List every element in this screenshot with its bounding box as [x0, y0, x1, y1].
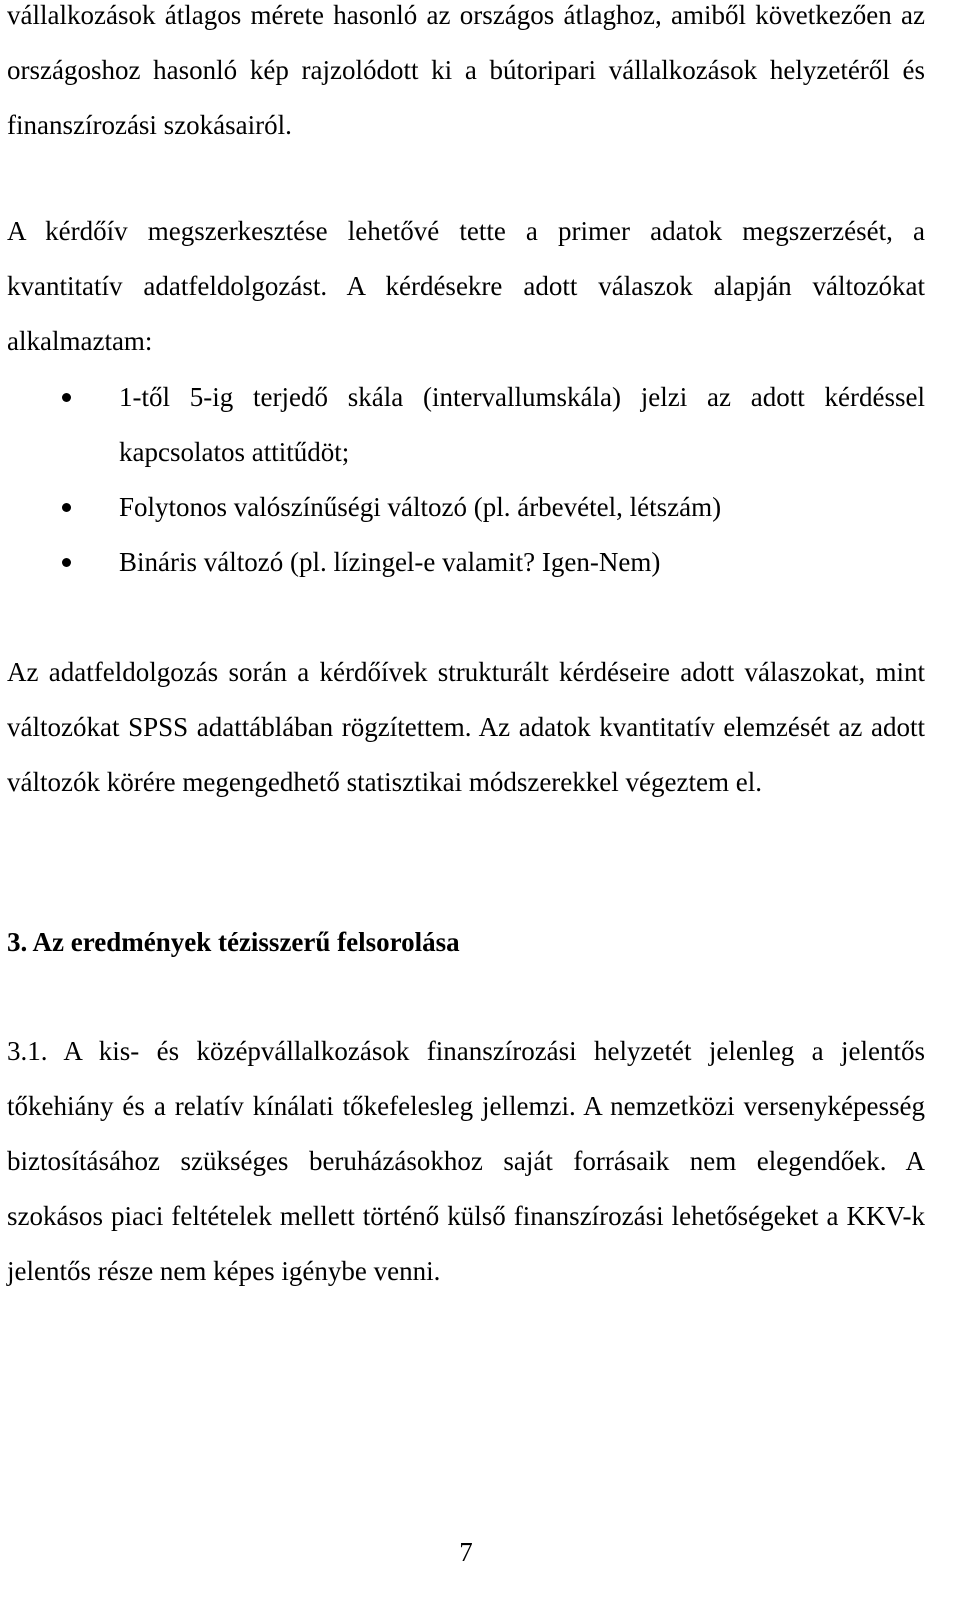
list-item [7, 480, 925, 535]
page-number: 7 [459, 1537, 473, 1567]
section-heading: 3. Az eredmények tézisszerű felsorolása [7, 927, 460, 957]
paragraph-intro: vállalkozások átlagos mérete hasonló az országos átlaghoz, amiből következően az országoshoz hasonló kép rajzolódott ki a bútoripari vállalkozások helyzetéről és finanszírozási szokásairól. [7, 0, 925, 140]
variable-types-list [7, 370, 925, 590]
list-item [7, 535, 925, 590]
bullet-icon [62, 558, 71, 567]
bullet-icon [62, 503, 71, 512]
paragraph-data-processing: Az adatfeldolgozás során a kérdőívek strukturált kérdéseire adott válaszokat, mint változókat SPSS adattáblában rögzítettem. Az adatok kvantitatív elemzését az adott változók körére megengedhető statisztikai módszerekkel végeztem el. [7, 657, 925, 797]
paragraph-thesis-3-1: 3.1. A kis- és középvállalkozások finanszírozási helyzetét jelenleg a jelentős tőkehiány és a relatív kínálati tőkefelesleg jellemzi. A nemzetközi versenyképesség biztosításához szükséges beruházásokhoz saját forrásaik nem elegendőek. A szokásos piaci feltételek mellett történő külső finanszírozási lehetőségeket a KKV-k jelentős része nem képes igénybe venni. [7, 1036, 925, 1286]
list-item-text: 1-től 5-ig terjedő skála (intervallumskála) jelzi az adott kérdéssel kapcsolatos attitűdöt; [119, 382, 925, 467]
list-item [7, 370, 925, 480]
paragraph-questionnaire: A kérdőív megszerkesztése lehetővé tette a primer adatok megszerzését, a kvantitatív adatfeldolgozást. A kérdésekre adott válaszok alapján változókat alkalmaztam: [7, 216, 925, 356]
document-page [7, 0, 925, 1621]
list-item-text: Bináris változó (pl. lízingel-e valamit? Igen-Nem) [119, 547, 661, 577]
bullet-icon [62, 393, 71, 402]
list-item-text: Folytonos valószínűségi változó (pl. árbevétel, létszám) [119, 492, 722, 522]
